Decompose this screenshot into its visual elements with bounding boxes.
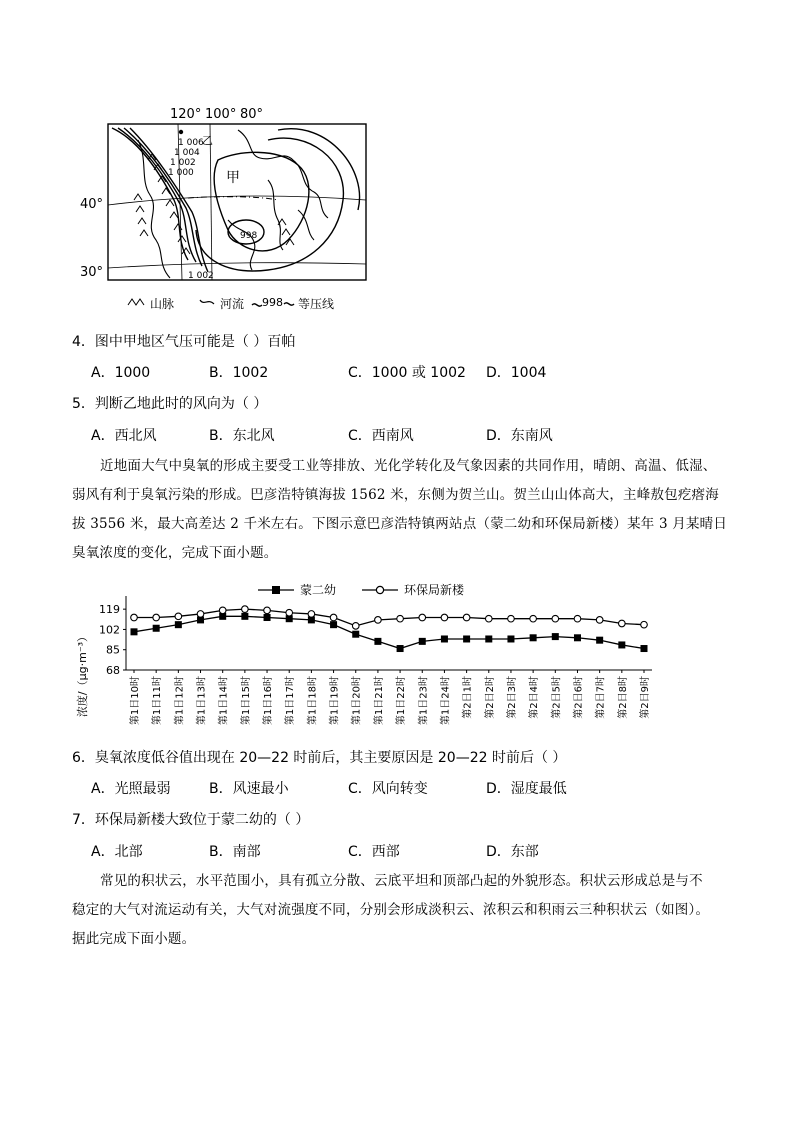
point-mengeryou <box>441 635 448 642</box>
y-tick-label: 119 <box>99 603 120 617</box>
isobar-label-1002-south: 1 002 <box>188 271 214 281</box>
question-4-stem: 4．图中甲地区气压可能是（ ）百帕 <box>72 334 296 350</box>
point-mengeryou <box>463 635 470 642</box>
x-tick-label: 第1日19时 <box>329 676 341 726</box>
point-mengeryou <box>507 635 514 642</box>
lon-label-100: 100° <box>205 107 237 122</box>
q4-option-c[interactable]: C．1000 或 1002 <box>348 365 466 381</box>
point-mengeryou <box>596 637 603 644</box>
x-tick-label: 第2日7时 <box>595 676 607 719</box>
point-huanbaoju <box>397 615 404 622</box>
passage-cumulus <box>72 867 732 954</box>
point-huanbaoju <box>131 614 138 621</box>
coastline <box>138 130 328 278</box>
ozone-line-chart <box>72 578 662 738</box>
passage-ozone-line-1: 近地面大气中臭氧的形成主要受工业等排放、光化学转化及气象因素的共同作用，晴朗、高温、低湿、 <box>100 458 717 474</box>
x-tick-label: 第1日15时 <box>240 676 252 726</box>
place-label-jia: 甲 <box>226 170 240 186</box>
q4-option-a[interactable]: A．1000 <box>91 365 151 381</box>
point-huanbaoju <box>308 611 315 618</box>
x-tick-label: 第1日22时 <box>396 676 408 726</box>
point-mengeryou <box>641 645 648 652</box>
legend-river: 河流 <box>220 297 245 311</box>
point-mengeryou <box>131 628 138 635</box>
yi-point <box>179 130 183 134</box>
x-tick-label: 第1日17时 <box>285 676 297 726</box>
passage-ozone-line-4: 臭氧浓度的变化，完成下面小题。 <box>72 545 278 561</box>
point-huanbaoju <box>153 614 160 621</box>
isobar-label-1004: 1 004 <box>174 148 200 158</box>
point-mengeryou <box>485 635 492 642</box>
point-huanbaoju <box>352 623 359 630</box>
passage-ozone-line-2: 弱风有利于臭氧污染的形成。巴彦浩特镇海拔 1562 米，东侧为贺兰山。贺兰山山体高大，主峰敖包疙瘩海 <box>72 487 719 503</box>
map-legend <box>128 296 334 311</box>
point-mengeryou <box>530 634 537 641</box>
point-mengeryou <box>153 625 160 632</box>
x-tick-label: 第1日18时 <box>307 676 319 726</box>
isobars <box>112 128 360 272</box>
legend-series-1: 蒙二幼 <box>300 583 337 597</box>
x-tick-label: 第1日24时 <box>440 676 452 726</box>
x-tick-label: 第1日21时 <box>373 676 385 726</box>
chart-series <box>131 606 648 652</box>
x-tick-label: 第2日3时 <box>506 676 518 719</box>
ozone-chart-figure <box>72 578 662 738</box>
point-huanbaoju <box>552 615 559 622</box>
point-mengeryou <box>552 633 559 640</box>
point-mengeryou <box>241 613 248 620</box>
point-mengeryou <box>175 621 182 628</box>
weather-map-figure <box>78 100 378 320</box>
series-line-1 <box>134 616 644 648</box>
point-huanbaoju <box>219 607 226 614</box>
point-huanbaoju <box>463 614 470 621</box>
chart-axes <box>123 596 652 673</box>
point-huanbaoju <box>175 613 182 620</box>
question-5-stem: 5．判断乙地此时的风向为（ ） <box>72 396 268 412</box>
point-huanbaoju <box>242 606 249 613</box>
point-mengeryou <box>264 614 271 621</box>
isobar-label-1002: 1 002 <box>170 158 196 168</box>
point-mengeryou <box>374 638 381 645</box>
chart-legend <box>258 582 465 597</box>
point-huanbaoju <box>286 609 293 616</box>
point-huanbaoju <box>574 615 581 622</box>
point-huanbaoju <box>530 615 537 622</box>
x-tick-labels <box>128 676 651 725</box>
point-mengeryou <box>574 634 581 641</box>
point-huanbaoju <box>375 617 382 624</box>
passage-cumulus-line-1: 常见的积状云，水平范围小，具有孤立分散、云底平坦和顶部凸起的外貌形态。积状云形成总是与不 <box>100 873 703 889</box>
isobar-label-1000: 1 000 <box>168 168 194 178</box>
point-mengeryou <box>419 638 426 645</box>
x-tick-label: 第1日20时 <box>351 676 363 726</box>
q5-option-d[interactable]: D．东南风 <box>486 428 553 444</box>
y-tick-label: 102 <box>99 623 120 637</box>
q5-option-a[interactable]: A．西北风 <box>91 428 157 444</box>
legend-series-2: 环保局新楼 <box>404 583 465 597</box>
point-huanbaoju <box>619 620 626 627</box>
legend-isobar: 等压线 <box>298 297 335 311</box>
y-tick-label: 85 <box>106 643 120 657</box>
x-tick-label: 第2日8时 <box>617 676 629 719</box>
x-tick-label: 第2日9时 <box>640 676 651 719</box>
lon-label-120: 120° <box>170 107 202 122</box>
isobar-label-998: 998 <box>240 231 258 241</box>
point-mengeryou <box>618 641 625 648</box>
point-huanbaoju <box>641 621 648 628</box>
q7-option-d[interactable]: D．东部 <box>486 844 539 860</box>
point-huanbaoju <box>508 615 515 622</box>
point-huanbaoju <box>441 614 448 621</box>
point-mengeryou <box>397 645 404 652</box>
point-huanbaoju <box>330 614 337 621</box>
q4-option-d[interactable]: D．1004 <box>486 365 547 381</box>
y-tick-labels <box>99 603 120 677</box>
legend-isobar-value: 998 <box>262 296 283 309</box>
q6-option-b[interactable]: B．风速最小 <box>209 781 289 797</box>
x-tick-label: 第1日12时 <box>174 676 186 726</box>
point-mengeryou <box>330 621 337 628</box>
place-label-yi: 乙 <box>202 134 213 147</box>
question-6-stem: 6．臭氧浓度低谷值出现在 20—22 时前后，其主要原因是 20—22 时前后（ ） <box>72 750 567 766</box>
x-tick-label: 第2日1时 <box>462 676 474 719</box>
isobar-map <box>78 100 378 320</box>
x-tick-label: 第1日16时 <box>263 676 275 726</box>
q6-option-a[interactable]: A．光照最弱 <box>91 781 171 797</box>
passage-cumulus-line-2: 稳定的大气对流运动有关，大气对流强度不同，分别会形成淡积云、浓积云和积雨云三种积状云（如图）。 <box>72 902 710 918</box>
x-tick-label: 第2日2时 <box>484 676 496 719</box>
lat-label-40: 40° <box>80 197 104 212</box>
x-tick-label: 第1日10时 <box>130 676 141 726</box>
q5-option-b[interactable]: B．东北风 <box>209 428 275 444</box>
lon-label-80: 80° <box>240 107 264 122</box>
x-tick-label: 第1日11时 <box>152 676 164 726</box>
series-line-2 <box>134 609 644 626</box>
x-tick-label: 第1日14时 <box>218 676 230 726</box>
point-huanbaoju <box>197 611 204 618</box>
q6-option-d[interactable]: D．湿度最低 <box>486 781 567 797</box>
question-7-stem: 7．环保局新楼大致位于蒙二幼的（ ） <box>72 812 310 828</box>
x-tick-label: 第2日6时 <box>573 676 585 719</box>
y-tick-label: 68 <box>106 664 120 677</box>
point-huanbaoju <box>485 615 492 622</box>
x-tick-label: 第1日23时 <box>418 676 430 726</box>
passage-cumulus-line-3: 据此完成下面小题。 <box>72 931 196 947</box>
q7-option-b[interactable]: B．南部 <box>209 844 261 860</box>
trough-line <box>188 197 278 200</box>
lat-label-30: 30° <box>80 265 104 280</box>
point-huanbaoju <box>419 614 426 621</box>
q5-option-c[interactable]: C．西南风 <box>348 428 414 444</box>
q7-option-c[interactable]: C．西部 <box>348 844 400 860</box>
x-tick-label: 第2日4时 <box>529 676 541 719</box>
q4-option-b[interactable]: B．1002 <box>209 365 269 381</box>
y-axis-title: 浓度/（μg·m⁻³） <box>76 630 89 718</box>
point-huanbaoju <box>596 617 603 624</box>
point-mengeryou <box>352 631 359 638</box>
q7-option-a[interactable]: A．北部 <box>91 844 143 860</box>
x-tick-label: 第2日5时 <box>551 676 563 719</box>
isobar-label-1006: 1 006 <box>178 138 204 148</box>
point-huanbaoju <box>264 607 271 614</box>
q6-option-c[interactable]: C．风向转变 <box>348 781 428 797</box>
passage-ozone <box>72 452 732 568</box>
passage-ozone-line-3: 拔 3556 米，最大高差达 2 千米左右。下图示意巴彦浩特镇两站点（蒙二幼和环保局新楼）某年 3 月某晴日 <box>72 516 728 532</box>
x-tick-label: 第1日13时 <box>196 676 208 726</box>
legend-mountain: 山脉 <box>150 297 175 311</box>
